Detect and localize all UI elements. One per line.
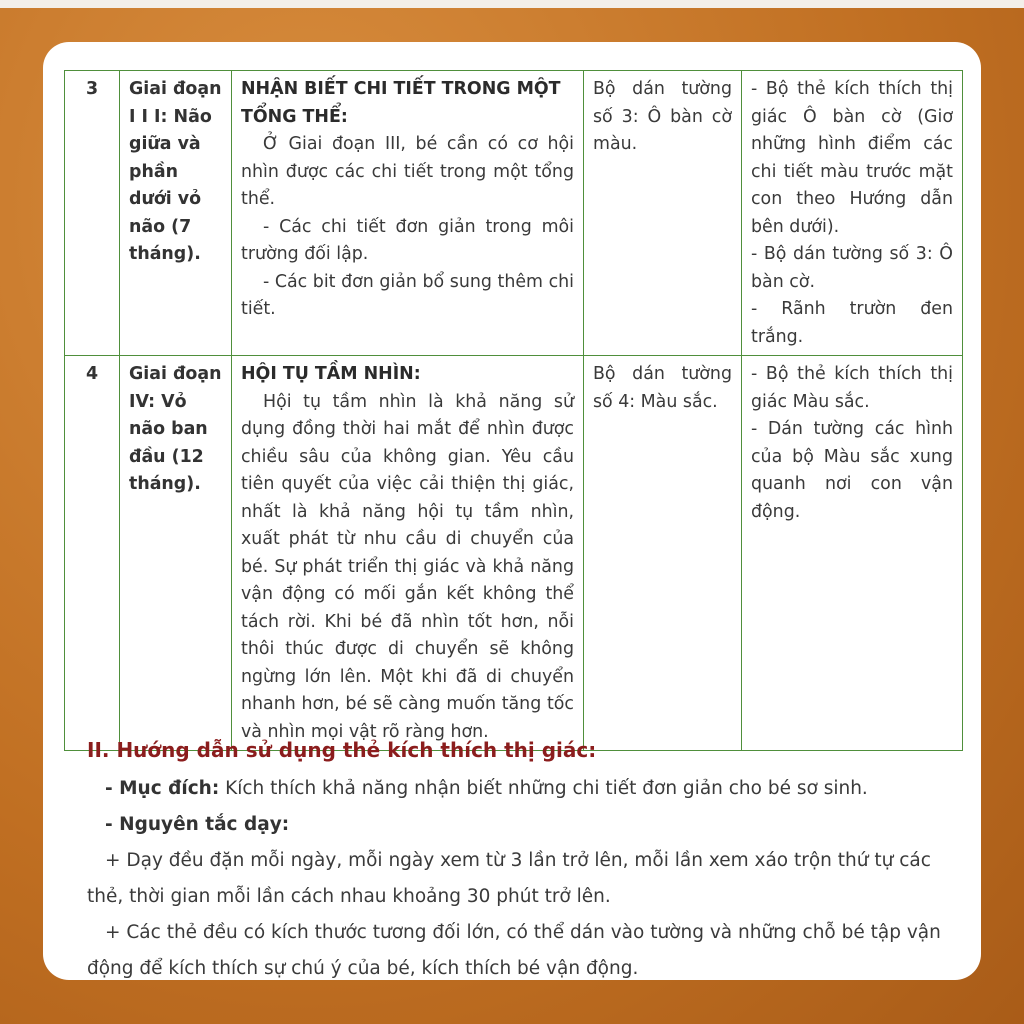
stage-heading: NHẬN BIẾT CHI TIẾT TRONG MỘT TỔNG THỂ: (241, 79, 561, 127)
stages-table (64, 70, 963, 751)
section-title: II. Hướng dẫn sử dụng thẻ kích thích thị giác: (87, 738, 597, 762)
top-background-band (0, 0, 1024, 8)
stage-description (232, 356, 584, 751)
stage-name: Giai đoạn IV: Vỏ não ban đầu (12 tháng). (120, 356, 232, 751)
materials-cell (742, 71, 963, 356)
principle-bullet: + Các thẻ đều có kích thước tương đối lớn, có thể dán vào tường và những chỗ bé tập vận động để kích thích sự chú ý của bé, kích thích bé vận động. (87, 922, 941, 979)
material-item: - Bộ dán tường số 3: Ô bàn cờ. (751, 244, 953, 292)
row-number: 3 (65, 71, 120, 356)
row-number: 4 (65, 356, 120, 751)
purpose-label: - Mục đích: (105, 778, 220, 799)
material-item: - Bộ thẻ kích thích thị giác Ô bàn cờ (Giơ những hình điểm các chi tiết màu trước mặt con theo Hướng dẫn bên dưới). (751, 79, 953, 237)
description-paragraph: Hội tụ tầm nhìn là khả năng sử dụng đồng thời hai mắt để nhìn được chiều sâu của không gian. Yêu cầu tiên quyết của việc cải thiện thị giác, nhất là khả năng hội tụ tầm nhìn, xuất phát từ nhu cầu di chuyển của bé. Sự phát triển thị giác và khả năng vận động có mối gắn kết không thể tách rời. Khi bé đã nhìn tốt hơn, nỗi thôi thúc được di chuyển sẽ không ngừng lớn lên. Một khi đã di chuyển nhanh hơn, bé sẽ càng muốn tăng tốc và nhìn mọi vật rõ ràng hơn. (241, 391, 574, 742)
material-item: - Dán tường các hình của bộ Màu sắc xung quanh nơi con vận động. (751, 419, 953, 522)
stage-heading: HỘI TỤ TẦM NHÌN: (241, 364, 421, 384)
stage-description (232, 71, 584, 356)
table-row (65, 71, 963, 356)
purpose-line (87, 771, 957, 807)
purpose-text: Kích thích khả năng nhận biết những chi tiết đơn giản cho bé sơ sinh. (219, 778, 868, 799)
materials-cell (742, 356, 963, 751)
description-paragraph: - Các bit đơn giản bổ sung thêm chi tiết. (241, 271, 574, 319)
description-paragraph: - Các chi tiết đơn giản trong môi trường đối lập. (241, 216, 574, 264)
usage-guide-section (87, 732, 957, 987)
resource-cell: Bộ dán tường số 4: Màu sắc. (584, 356, 742, 751)
principle-line (87, 807, 957, 843)
content-card (43, 42, 981, 980)
material-item: - Bộ thẻ kích thích thị giác Màu sắc. (751, 364, 953, 412)
description-paragraph: Ở Giai đoạn III, bé cần có cơ hội nhìn được các chi tiết trong một tổng thể. (241, 134, 574, 209)
principle-label: - Nguyên tắc dạy: (105, 814, 290, 835)
resource-cell: Bộ dán tường số 3: Ô bàn cờ màu. (584, 71, 742, 356)
stage-name: Giai đoạn I I I: Não giữa và phần dưới vỏ não (7 tháng). (120, 71, 232, 356)
principle-bullet: + Dạy đều đặn mỗi ngày, mỗi ngày xem từ 3 lần trở lên, mỗi lần xem xáo trộn thứ tự các thẻ, thời gian mỗi lần cách nhau khoảng 30 phút trở lên. (87, 850, 931, 907)
material-item: - Rãnh trườn đen trắng. (751, 299, 953, 347)
table-row (65, 356, 963, 751)
